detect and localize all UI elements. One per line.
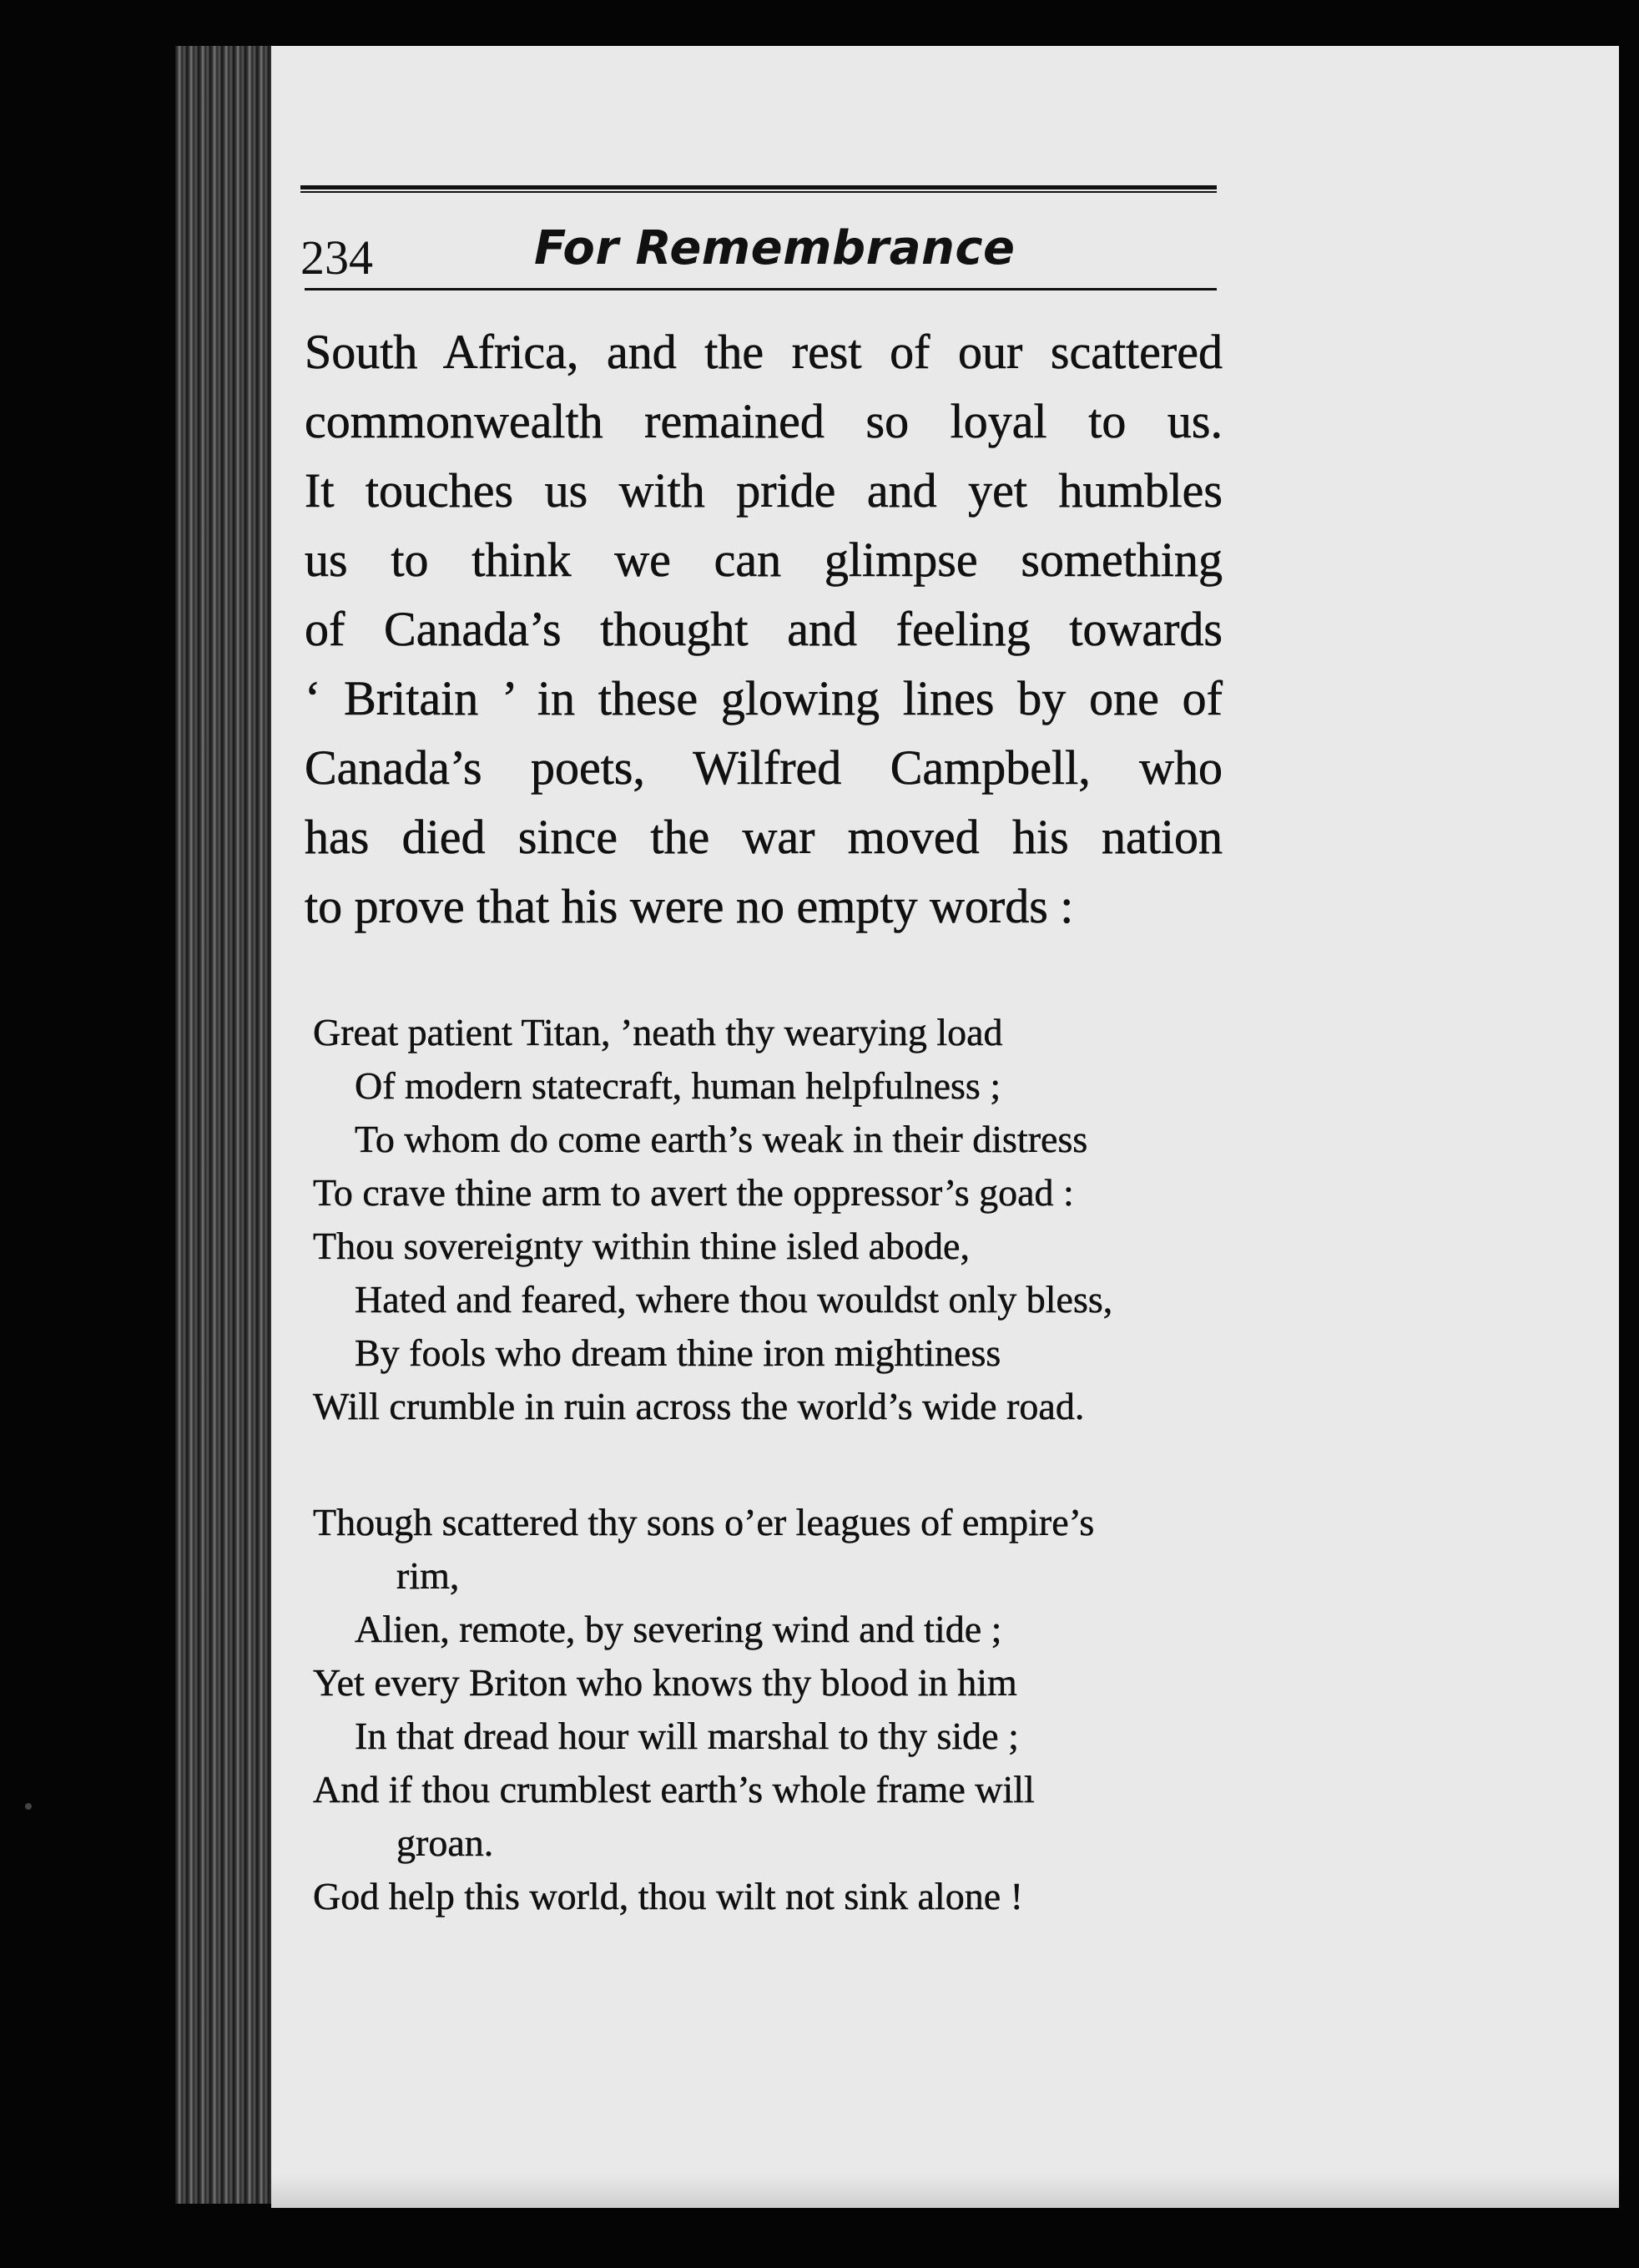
prose-line: of Canada’s thought and feeling towards: [305, 602, 1223, 656]
verse-line: Alien, remote, by severing wind and tide ;: [355, 1608, 1002, 1650]
prose-paragraph: [305, 317, 1223, 941]
header-rule: [305, 288, 1217, 290]
scan-speck: [25, 1803, 32, 1810]
poem-stanza-1: [313, 1006, 1227, 1433]
page-number: 234: [300, 230, 373, 285]
verse-line: groan.: [396, 1821, 494, 1864]
verse-line: God help this world, thou wilt not sink alone !: [313, 1875, 1023, 1917]
verse-line: To crave thine arm to avert the oppressor’s goad :: [313, 1171, 1074, 1214]
top-double-rule: [300, 185, 1217, 193]
verse-line: Though scattered thy sons o’er leagues of empire’s: [313, 1501, 1095, 1543]
prose-line: commonwealth remained so loyal to us.: [305, 394, 1223, 448]
prose-line: has died since the war moved his nation: [305, 810, 1223, 864]
book-page-edges: [175, 46, 275, 2204]
prose-line: Canada’s poets, Wilfred Campbell, who: [305, 740, 1223, 795]
verse-line: By fools who dream thine iron mightiness: [355, 1331, 1001, 1374]
prose-line: to prove that his were no empty words :: [305, 879, 1074, 933]
prose-line: ‘ Britain ’ in these glowing lines by one of: [305, 671, 1223, 725]
running-title: For Remembrance: [534, 221, 1016, 275]
verse-line: Of modern statecraft, human helpfulness ;: [355, 1064, 1001, 1107]
poem-stanza-2: [313, 1496, 1227, 1923]
verse-line: Will crumble in ruin across the world’s wide road.: [313, 1385, 1085, 1427]
running-head: [300, 221, 1218, 288]
verse-line: And if thou crumblest earth’s whole frame will: [313, 1768, 1035, 1811]
verse-line: Thou sovereignty within thine isled abode,: [313, 1225, 970, 1267]
prose-line: It touches us with pride and yet humbles: [305, 463, 1223, 518]
prose-line: us to think we can glimpse something: [305, 533, 1223, 587]
verse-line: In that dread hour will marshal to thy side ;: [355, 1715, 1019, 1757]
verse-line: rim,: [396, 1554, 460, 1597]
verse-line: Great patient Titan, ’neath thy wearying load: [313, 1011, 1003, 1053]
verse-line: Hated and feared, where thou wouldst only bless,: [355, 1278, 1113, 1321]
verse-line: To whom do come earth’s weak in their distress: [355, 1118, 1088, 1160]
prose-line: South Africa, and the rest of our scattered: [305, 325, 1223, 379]
verse-line: Yet every Briton who knows thy blood in him: [313, 1661, 1017, 1704]
